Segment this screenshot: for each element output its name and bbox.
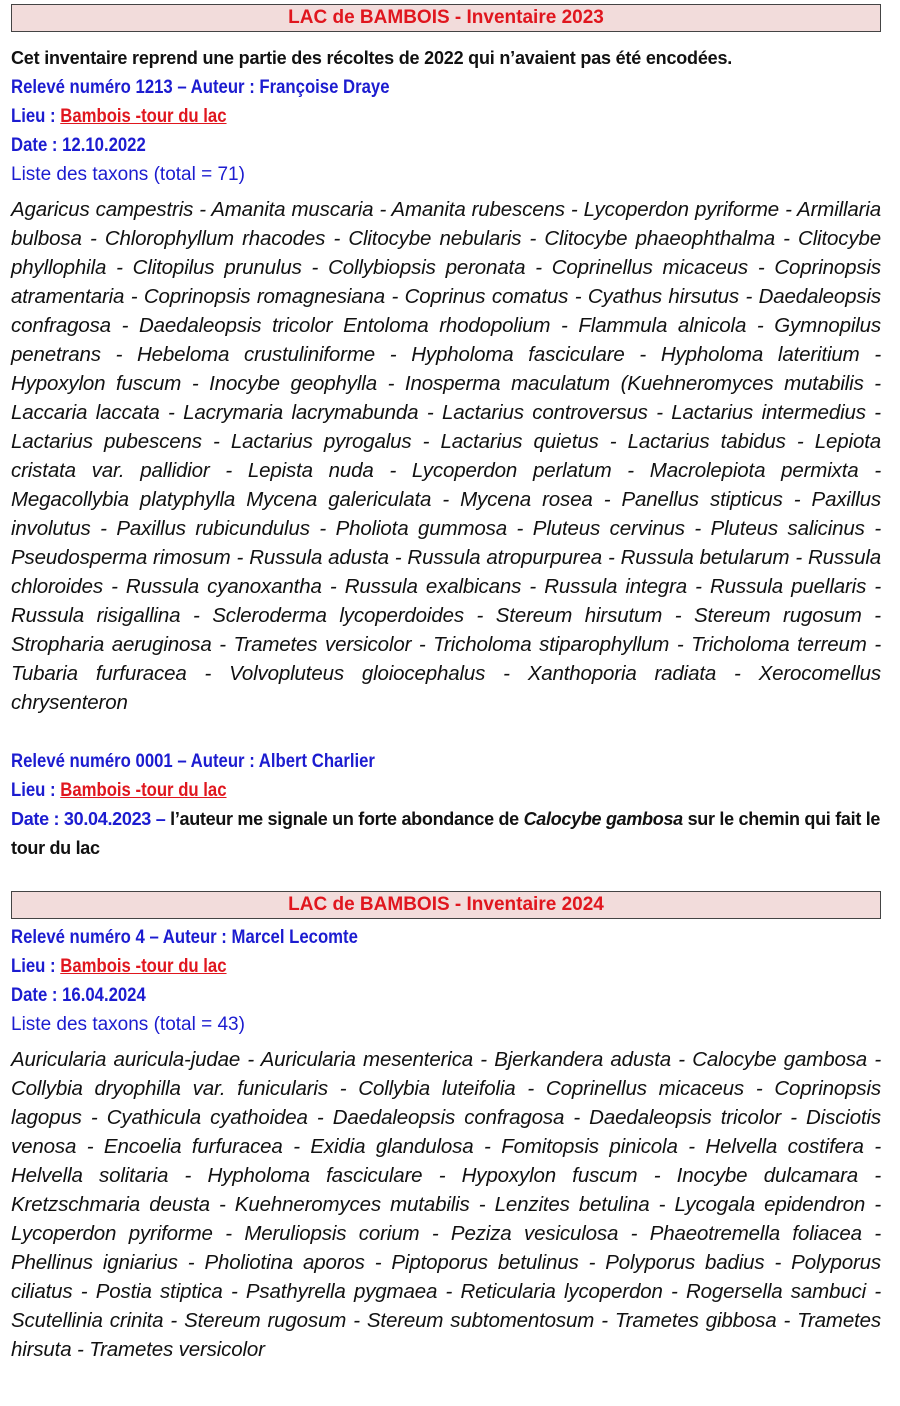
record-4 xyxy=(11,923,881,1364)
taxa-count: Liste des taxons (total = 71) xyxy=(11,164,245,185)
note-text-after: sur le chemin qui fait le tour du lac xyxy=(11,809,881,858)
lieu-line xyxy=(11,102,777,131)
releve-header: Relevé numéro 1213 – Auteur : Françoise Draye xyxy=(11,77,390,98)
taxa-list: Agaricus campestris - Amanita muscaria - Amanita rubescens - Lycoperdon pyriforme - Armillaria bulbosa - Chlorophyllum rhacodes - Clitocybe nebularis - Clitocybe phaeophthalma - Clitocybe phyllophila - Clitopilus prunulus - Collybiopsis peronata - Coprinellus micaceus - Coprinopsis atramentaria - Coprinopsis romagnesiana - Coprinus comatus - Cyathus hirsutus - Daedaleopsis confragosa - Daedaleopsis tricolor Entoloma rhodopolium - Flammula alnicola - Gymnopilus penetrans - Hebeloma crustuliniforme - Hypholoma fasciculare - Hypholoma lateritium - Hypoxylon fuscum - Inocybe geophylla - Inosperma maculatum (Kuehneromyces mutabilis - Laccaria laccata - Lacrymaria lacrymabunda - Lactarius controversus - Lactarius intermedius - Lactarius pubescens - Lactarius pyrogalus - Lactarius quietus - Lactarius tabidus - Lepiota cristata var. pallidior - Lepista nuda - Lycoperdon perlatum - Macrolepiota permixta - Megacollybia platyphylla Mycena galericulata - Mycena rosea - Panellus stipticus - Paxillus involutus - Paxillus rubicundulus - Pholiota gummosa - Pluteus cervinus - Pluteus salicinus - Pseudosperma rimosum - Russula adusta - Russula atropurpurea - Russula betularum - Russula chloroides - Russula cyanoxantha - Russula exalbicans - Russula integra - Russula puellaris - Russula risigallina - Scleroderma lycoperdoides - Stereum hirsutum - Stereum rugosum - Stropharia aeruginosa - Trametes versicolor - Tricholoma stiparophyllum - Tricholoma terreum - Tubaria furfuracea - Volvopluteus gloiocephalus - Xanthoporia radiata - Xerocomellus chrysenteron xyxy=(11,198,881,714)
lieu-line xyxy=(11,952,777,981)
lieu-value: Bambois -tour du lac xyxy=(60,780,227,801)
lieu-label: Lieu : xyxy=(11,780,61,801)
document-page xyxy=(11,4,881,1364)
lieu-value: Bambois -tour du lac xyxy=(60,106,227,127)
date-line: Date : 16.04.2024 xyxy=(11,985,146,1006)
taxa-list: Auricularia auricula-judae - Auricularia mesenterica - Bjerkandera adusta - Calocybe gambosa - Collybia dryophilla var. funicularis - Collybia luteifolia - Coprinellus micaceus - Coprinopsis lagopus - Cyathicula cyathoidea - Daedaleopsis confragosa - Daedaleopsis tricolor - Disciotis venosa - Encoelia furfuracea - Exidia glandulosa - Fomitopsis pinicola - Helvella costifera - Helvella solitaria - Hypholoma fasciculare - Hypoxylon fuscum - Inocybe dulcamara - Kretzschmaria deusta - Kuehneromyces mutabilis - Lenzites betulina - Lycogala epidendron - Lycoperdon pyriforme - Meruliopsis corium - Peziza vesiculosa - Phaeotremella foliacea - Phellinus igniarius - Pholiotina aporos - Piptoporus betulinus - Polyporus badius - Polyporus ciliatus - Postia stiptica - Psathyrella pygmaea - Reticularia lycoperdon - Rogersella sambuci - Scutellinia crinita - Stereum rugosum - Stereum subtomentosum - Trametes gibbosa - Trametes hirsuta - Trametes versicolor xyxy=(11,1048,881,1361)
lieu-label: Lieu : xyxy=(11,956,61,977)
releve-header: Relevé numéro 0001 – Auteur : Albert Charlier xyxy=(11,751,375,772)
intro-text: Cet inventaire reprend une partie des récoltes de 2022 qui n’avaient pas été encodées. xyxy=(11,48,733,68)
lieu-value: Bambois -tour du lac xyxy=(60,956,227,977)
lieu-label: Lieu : xyxy=(11,106,61,127)
section-banner-2023: LAC de BAMBOIS - Inventaire 2023 xyxy=(11,4,881,32)
date-line: Date : 12.10.2022 xyxy=(11,135,146,156)
section-banner-2024: LAC de BAMBOIS - Inventaire 2024 xyxy=(11,891,881,919)
record-1213 xyxy=(11,73,881,717)
note-species: Calocybe gambosa xyxy=(523,809,683,829)
releve-header: Relevé numéro 4 – Auteur : Marcel Lecomte xyxy=(11,927,358,948)
taxa-count: Liste des taxons (total = 43) xyxy=(11,1014,245,1035)
date-note-line xyxy=(11,805,881,863)
lieu-line xyxy=(11,776,777,805)
date-value: Date : 30.04.2023 – xyxy=(11,809,166,829)
record-0001 xyxy=(11,747,881,863)
note-text-before: l’auteur me signale un forte abondance de xyxy=(165,809,524,829)
